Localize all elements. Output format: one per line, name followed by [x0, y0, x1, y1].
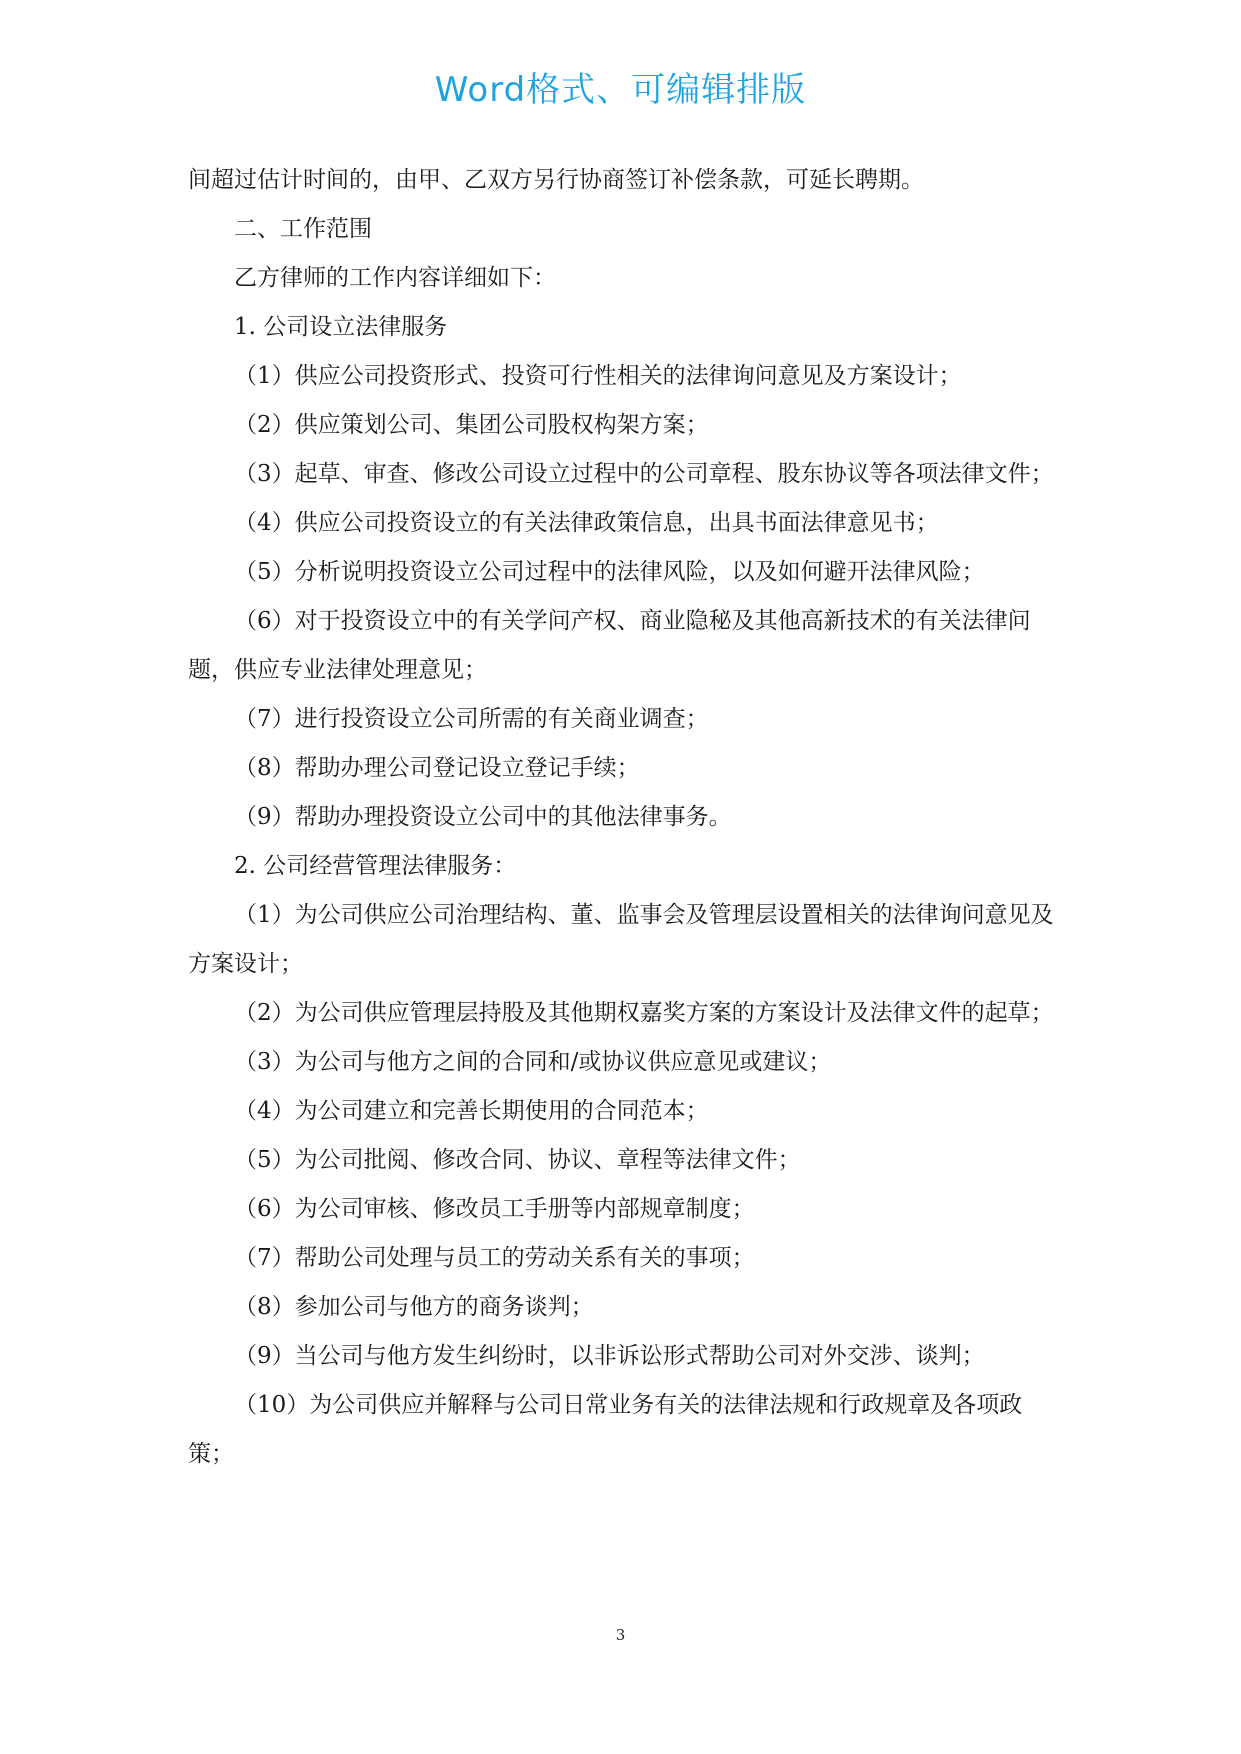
list-item: （9）当公司与他方发生纠纷时，以非诉讼形式帮助公司对外交涉、谈判； — [234, 1343, 985, 1369]
list-item: （8）帮助办理公司登记设立登记手续； — [234, 755, 640, 781]
list-item: （3）为公司与他方之间的合同和/或协议供应意见或建议； — [234, 1049, 832, 1075]
list-item: （7）帮助公司处理与员工的劳动关系有关的事项； — [234, 1245, 755, 1271]
list-item: （4）为公司建立和完善长期使用的合同范本； — [234, 1098, 709, 1124]
page-header-title: Word格式、可编辑排版 — [434, 70, 807, 110]
list-item: （5）为公司批阅、修改合同、协议、章程等法律文件； — [234, 1147, 801, 1173]
list-item: （6）对于投资设立中的有关学问产权、商业隐秘及其他高新技术的有关法律问题，供应专业法律处理意见； — [188, 608, 1031, 683]
list-item: （1）供应公司投资形式、投资可行性相关的法律询问意见及方案设计； — [234, 363, 962, 389]
list-item: （10）为公司供应并解释与公司日常业务有关的法律法规和行政规章及各项政策； — [188, 1392, 1023, 1467]
list-item: （6）为公司审核、修改员工手册等内部规章制度； — [234, 1196, 755, 1222]
subsection-heading: 2. 公司经营管理法律服务： — [234, 853, 517, 879]
paragraph: 乙方律师的工作内容详细如下： — [234, 265, 556, 291]
paragraph: 间超过估计时间的，由甲、乙双方另行协商签订补偿条款，可延长聘期。 — [188, 167, 924, 193]
list-item: （8）参加公司与他方的商务谈判； — [234, 1294, 594, 1320]
list-item: （1）为公司供应公司治理结构、董、监事会及管理层设置相关的法律询问意见及方案设计； — [188, 902, 1054, 977]
list-item: （5）分析说明投资设立公司过程中的法律风险，以及如何避开法律风险； — [234, 559, 985, 585]
list-item: （3）起草、审查、修改公司设立过程中的公司章程、股东协议等各项法律文件； — [234, 461, 1054, 487]
subsection-heading: 1. 公司设立法律服务 — [234, 314, 448, 340]
section-heading: 二、工作范围 — [234, 216, 372, 242]
page-number: 3 — [615, 1626, 626, 1644]
list-item: （4）供应公司投资设立的有关法律政策信息，出具书面法律意见书； — [234, 510, 939, 536]
document-body — [188, 156, 1056, 1479]
list-item: （2）供应策划公司、集团公司股权构架方案； — [234, 412, 709, 438]
list-item: （9）帮助办理投资设立公司中的其他法律事务。 — [234, 804, 732, 830]
list-item: （7）进行投资设立公司所需的有关商业调查； — [234, 706, 709, 732]
list-item: （2）为公司供应管理层持股及其他期权嘉奖方案的方案设计及法律文件的起草； — [234, 1000, 1054, 1026]
